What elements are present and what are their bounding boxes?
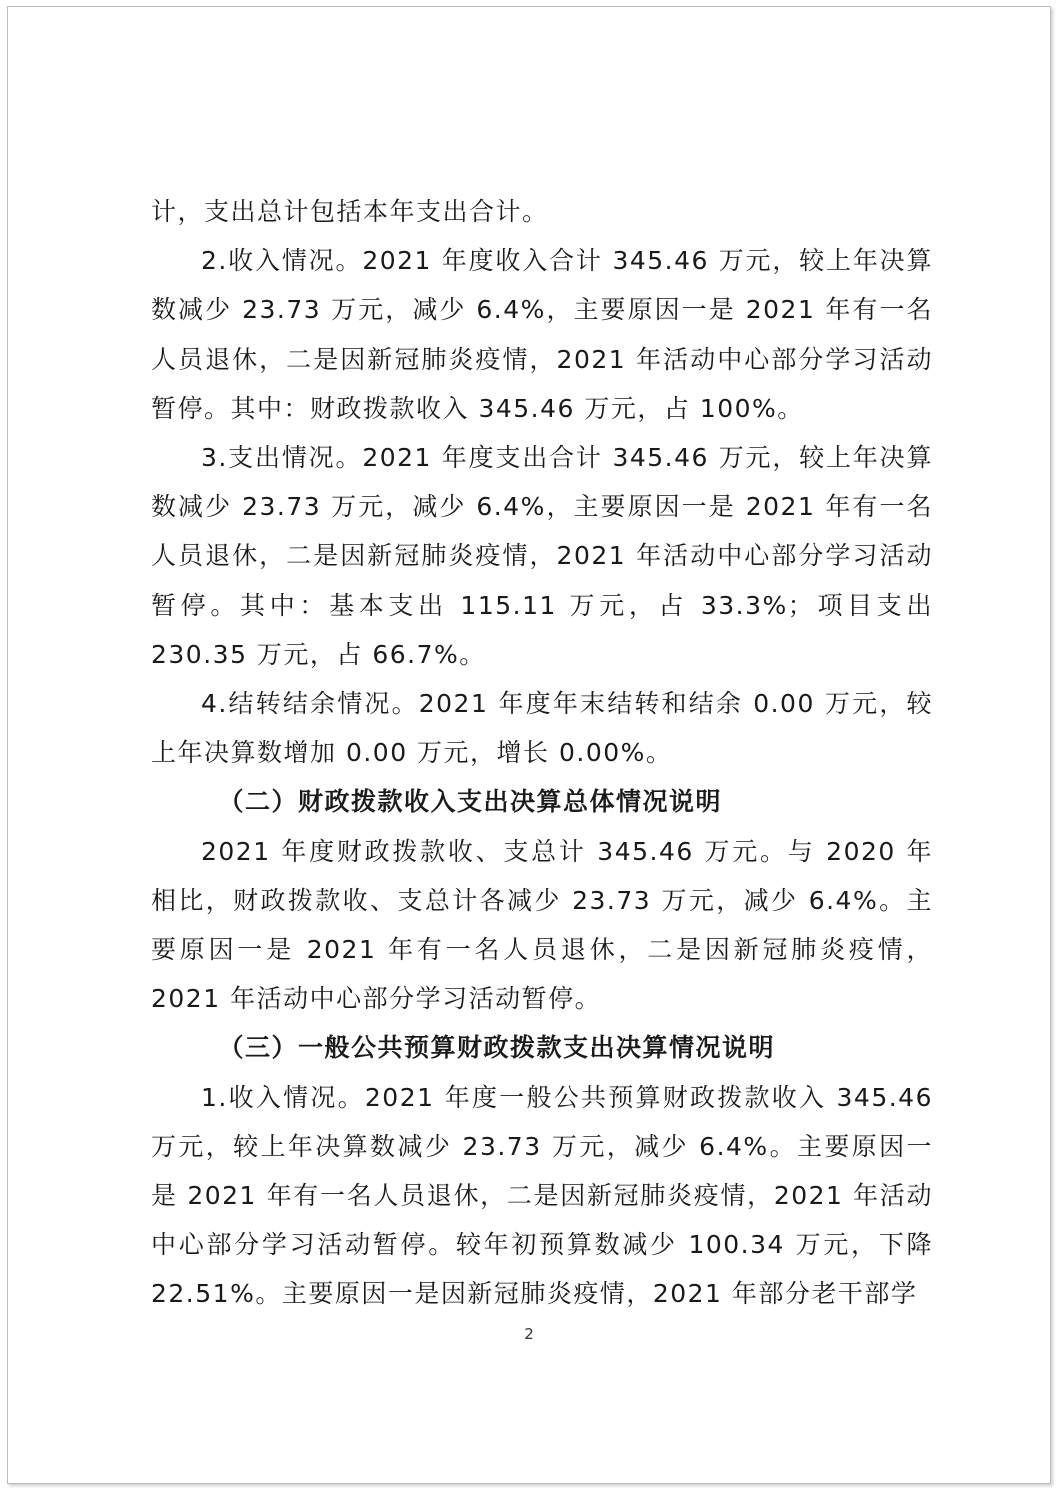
paragraph-continuation: 计，支出总计包括本年支出合计。 bbox=[151, 197, 549, 226]
section-heading-3: （三）一般公共预算财政拨款支出决算情况说明 bbox=[218, 1033, 776, 1063]
document-page bbox=[7, 6, 1051, 1484]
section-heading-2: （二）财政拨款收入支出决算总体情况说明 bbox=[218, 787, 723, 817]
document-body bbox=[151, 187, 933, 1319]
paragraph-fiscal-appropriation-overview: 2021 年度财政拨款收、支总计 345.46 万元。与 2020 年相比，财政拨款收、支总计各减少 23.73 万元，减少 6.4%。主要原因一是 2021 年有一名人员退休，二是因新冠肺炎疫情，2021 年活动中心部分学习活动暂停。 bbox=[151, 836, 933, 1014]
paragraph-carryover-status: 4.结转结余情况。2021 年度年末结转和结余 0.00 万元，较上年决算数增加 0.00 万元，增长 0.00%。 bbox=[151, 689, 933, 768]
page-number: 2 bbox=[524, 1325, 534, 1343]
paragraph-general-budget-income: 1.收入情况。2021 年度一般公共预算财政拨款收入 345.46 万元，较上年决算数减少 23.73 万元，减少 6.4%。主要原因一是 2021 年有一名人员退休，二是因新冠肺炎疫情，2021 年活动中心部分学习活动暂停。较年初预算数减少 100.34 万元，下降 22.51%。主要原因一是因新冠肺炎疫情，2021 年部分老干部学 bbox=[151, 1082, 933, 1309]
paragraph-expenditure-status: 3.支出情况。2021 年度支出合计 345.46 万元，较上年决算数减少 23.73 万元，减少 6.4%，主要原因一是 2021 年有一名人员退休，二是因新冠肺炎疫情，2021 年活动中心部分学习活动暂停。其中：基本支出 115.11 万元，占 33.3%；项目支出 230.35 万元，占 66.7%。 bbox=[151, 443, 933, 669]
paragraph-income-status: 2.收入情况。2021 年度收入合计 345.46 万元，较上年决算数减少 23.73 万元，减少 6.4%，主要原因一是 2021 年有一名人员退休，二是因新冠肺炎疫情，2021 年活动中心部分学习活动暂停。其中：财政拨款收入 345.46 万元，占 100%。 bbox=[151, 246, 933, 423]
